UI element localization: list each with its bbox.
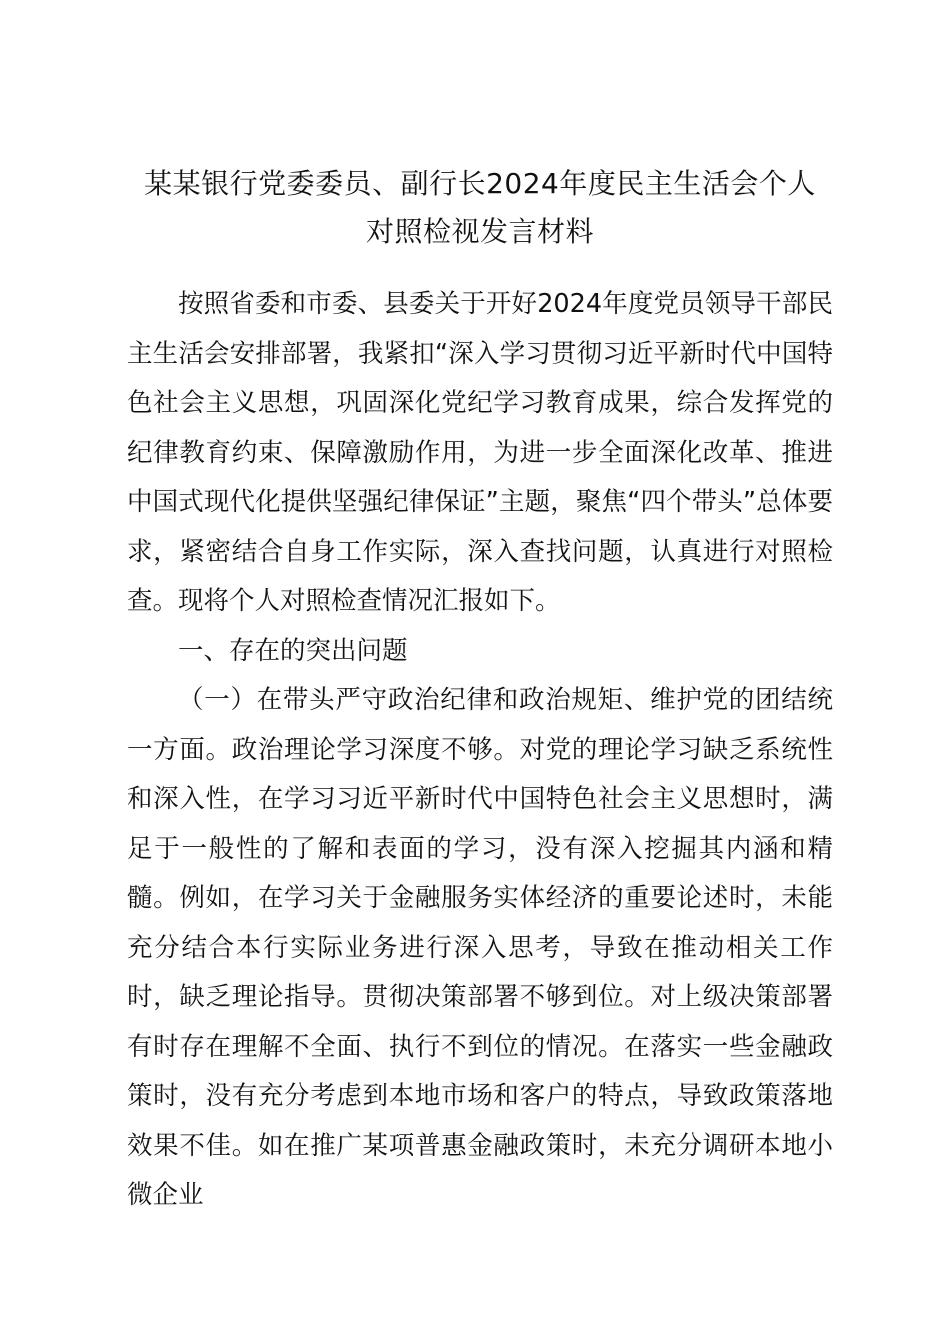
section-heading-1: 一、存在的突出问题	[178, 635, 408, 666]
document-body	[127, 280, 833, 1221]
title-line-2: 对照检视发言材料	[365, 215, 594, 248]
intro-paragraph: 按照省委和市委、县委关于开好2024年度党员领导干部民主生活会安排部署，我紧扣“深入学习贯彻习近平新时代中国特色社会主义思想，巩固深化党纪学习教育成果，综合发挥党的纪律教育约束、保障激励作用，为进一步全面深化改革、推进中国式现代化提供坚强纪律保证”主题，聚焦“四个带头”总体要求，紧密结合自身工作实际，深入查找问题，认真进行对照检查。现将个人对照检查情况汇报如下。	[127, 289, 833, 616]
document-title	[127, 160, 833, 256]
title-line-1: 某某银行党委委员、副行长2024年度民主生活会个人	[144, 167, 816, 200]
subsection-paragraph-1: （一）在带头严守政治纪律和政治规矩、维护党的团结统一方面。政治理论学习深度不够。对党的理论学习缺乏系统性和深入性，在学习习近平新时代中国特色社会主义思想时，满足于一般性的了解和表面的学习，没有深入挖掘其内涵和精髓。例如，在学习关于金融服务实体经济的重要论述时，未能充分结合本行实际业务进行深入思考，导致在推动相关工作时，缺乏理论指导。贯彻决策部署不够到位。对上级决策部署有时存在理解不全面、执行不到位的情况。在落实一些金融政策时，没有充分考虑到本地市场和客户的特点，导致政策落地效果不佳。如在推广某项普惠金融政策时，未充分调研本地小微企业	[127, 685, 833, 1210]
